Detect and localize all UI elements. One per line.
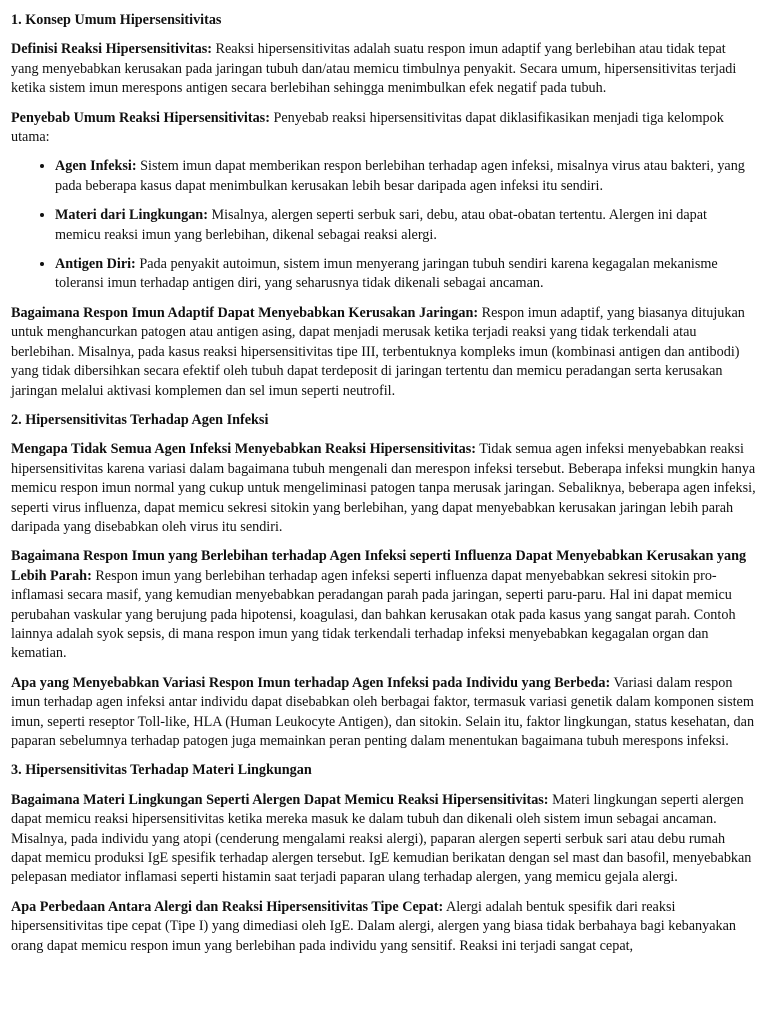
paragraph-lead: Bagaimana Materi Lingkungan Seperti Alergen Dapat Memicu Reaksi Hipersensitivitas: [11, 791, 549, 808]
list-item-antigen-diri [55, 255, 756, 294]
paragraph-lead: Penyebab Umum Reaksi Hipersensitivitas: [11, 109, 270, 126]
paragraph-lead: Apa yang Menyebabkan Variasi Respon Imun terhadap Agen Infeksi pada Individu yang Berbeda: [11, 674, 611, 691]
paragraph-text: Alergi adalah bentuk spesifik dari reaksi hipersensitivitas tipe cepat (Tipe I) yang dimediasi oleh IgE. Dalam alergi, alergen yang biasa tidak berbahaya bagi kebanyakan orang dapat memicu respon imun yang berlebihan pada individu yang sensitif. Reaksi ini terjadi sangat cepat, [11, 898, 737, 954]
section-heading-1: 1. Konsep Umum Hipersensitivitas [11, 12, 222, 28]
paragraph-lead: Apa Perbedaan Antara Alergi dan Reaksi Hipersensitivitas Tipe Cepat: [11, 898, 444, 915]
paragraph-alergen [11, 791, 756, 888]
paragraph-lead: Mengapa Tidak Semua Agen Infeksi Menyebabkan Reaksi Hipersensitivitas: [11, 441, 476, 458]
paragraph-perbedaan-alergi [11, 898, 756, 956]
list-item-lead: Materi dari Lingkungan: [55, 207, 208, 224]
list-item-materi-lingkungan [55, 206, 756, 245]
paragraph-text: Respon imun adaptif, yang biasanya ditujukan untuk menghancurkan patogen atau antigen asing, dapat menjadi merusak ketika terjadi reaksi yang tidak terkendali atau berlebihan. Misalnya, pada kasus reaksi hipersensitivitas tipe III, terbentuknya kompleks imun (kombinasi antigen dan antibodi) yang tidak dibersihkan secara efektif oleh tubuh dapat terdeposit di jaringan tertentu dan memicu peradangan serta kerusakan jaringan melalui aktivasi komplemen dan sel imun seperti neutrofil. [11, 304, 745, 399]
paragraph-influenza [11, 547, 756, 663]
paragraph-tidak-semua-agen [11, 440, 756, 537]
list-item-agen-infeksi [55, 157, 756, 196]
paragraph-text: Penyebab reaksi hipersensitivitas dapat diklasifikasikan menjadi tiga kelompok utama: [11, 109, 724, 146]
paragraph-text: Reaksi hipersensitivitas adalah suatu respon imun adaptif yang berlebihan atau tidak tepat yang menyebabkan kerusakan pada jaringan tubuh dan/atau memicu timbulnya penyakit. Secara umum, hipersensitivitas terjadi ketika sistem imun merespons antigen secara berlebihan sehingga menimbulkan efek negatif pada tubuh. [11, 41, 737, 97]
list-item-lead: Antigen Diri: [55, 256, 136, 273]
list-item-text: Misalnya, alergen seperti serbuk sari, debu, atau obat-obatan tertentu. Alergen ini dapat memicu reaksi imun yang berlebihan, dikenal sebagai reaksi alergi. [55, 207, 707, 243]
paragraph-lead: Bagaimana Respon Imun Adaptif Dapat Menyebabkan Kerusakan Jaringan: [11, 304, 479, 321]
list-item-lead: Agen Infeksi: [55, 158, 137, 175]
paragraph-text: Tidak semua agen infeksi menyebabkan reaksi hipersensitivitas karena variasi dalam bagaimana tubuh mengenali dan merespon infeksi tersebut. Beberapa infeksi mungkin hanya memicu respon imun normal yang cukup untuk mengeliminasi patogen tanpa merusak jaringan. Sebaliknya, beberapa agen infeksi, seperti virus influenza, dapat memicu sekresi sitokin yang berlebihan, yang dapat menyebabkan kerusakan jaringan lebih parah daripada yang disebabkan oleh virus itu sendiri. [11, 441, 756, 535]
list-item-text: Sistem imun dapat memberikan respon berlebihan terhadap agen infeksi, misalnya virus atau bakteri, yang pada beberapa kasus dapat menimbulkan kerusakan lebih besar daripada agen infeksi itu sendiri. [55, 158, 745, 194]
paragraph-lead: Bagaimana Respon Imun yang Berlebihan terhadap Agen Infeksi seperti Influenza Dapat Menyebabkan Kerusakan yang Lebih Parah: [11, 548, 747, 584]
section-heading-3: 3. Hipersensitivitas Terhadap Materi Lingkungan [11, 762, 312, 779]
paragraph-text: Materi lingkungan seperti alergen dapat memicu reaksi hipersensitivitas ketika mereka masuk ke dalam tubuh dan dikenali oleh sistem imun sebagai ancaman. Misalnya, pada individu yang atopi (cenderung mengalami reaksi alergi), paparan alergen seperti serbuk sari atau debu rumah dapat memicu produksi IgE spesifik terhadap alergen tersebut. IgE kemudian berikatan dengan sel mast dan basofil, menyebabkan pelepasan mediator inflamasi seperti histamin saat terjadi paparan ulang terhadap alergen, yang memicu gejala alergi. [11, 791, 752, 886]
paragraph-definisi [11, 40, 756, 98]
list-item-text: Pada penyakit autoimun, sistem imun menyerang jaringan tubuh sendiri karena kegagalan mekanisme toleransi imun terhadap antigen diri, yang seharusnya tidak dikenali sebagai ancaman. [55, 256, 718, 292]
paragraph-lead: Definisi Reaksi Hipersensitivitas: [11, 41, 212, 58]
paragraph-text: Variasi dalam respon imun terhadap agen infeksi antar individu dapat disebabkan oleh berbagai faktor, termasuk variasi genetik dalam komponen sistem imun, seperti reseptor Toll-like, HLA (Human Leukocyte Antigen), dan sitokin. Selain itu, faktor lingkungan, status kesehatan, dan paparan sebelumnya terhadap patogen juga memainkan peran penting dalam menentukan bagaimana tubuh merespons infeksi. [11, 674, 755, 749]
paragraph-variasi-respon [11, 674, 756, 752]
section-heading-2: 2. Hipersensitivitas Terhadap Agen Infeksi [11, 411, 269, 428]
paragraph-penyebab [11, 109, 756, 148]
paragraph-respon-adaptif [11, 304, 756, 401]
paragraph-text: Respon imun yang berlebihan terhadap agen infeksi seperti influenza dapat menyebabkan sekresi sitokin pro-inflamasi secara masif, yang kemudian menyebabkan peradangan parah pada jaringan, seperti paru-paru. Hal ini dapat memicu perubahan vaskular yang berujung pada hipotensi, koagulasi, dan bahkan kerusakan otak pada kasus yang sangat parah. Contoh lainnya adalah syok sepsis, di mana respon imun yang tidak terkendali terhadap infeksi menyebabkan kegagalan organ dan kematian. [11, 567, 736, 662]
cause-list [11, 157, 756, 293]
